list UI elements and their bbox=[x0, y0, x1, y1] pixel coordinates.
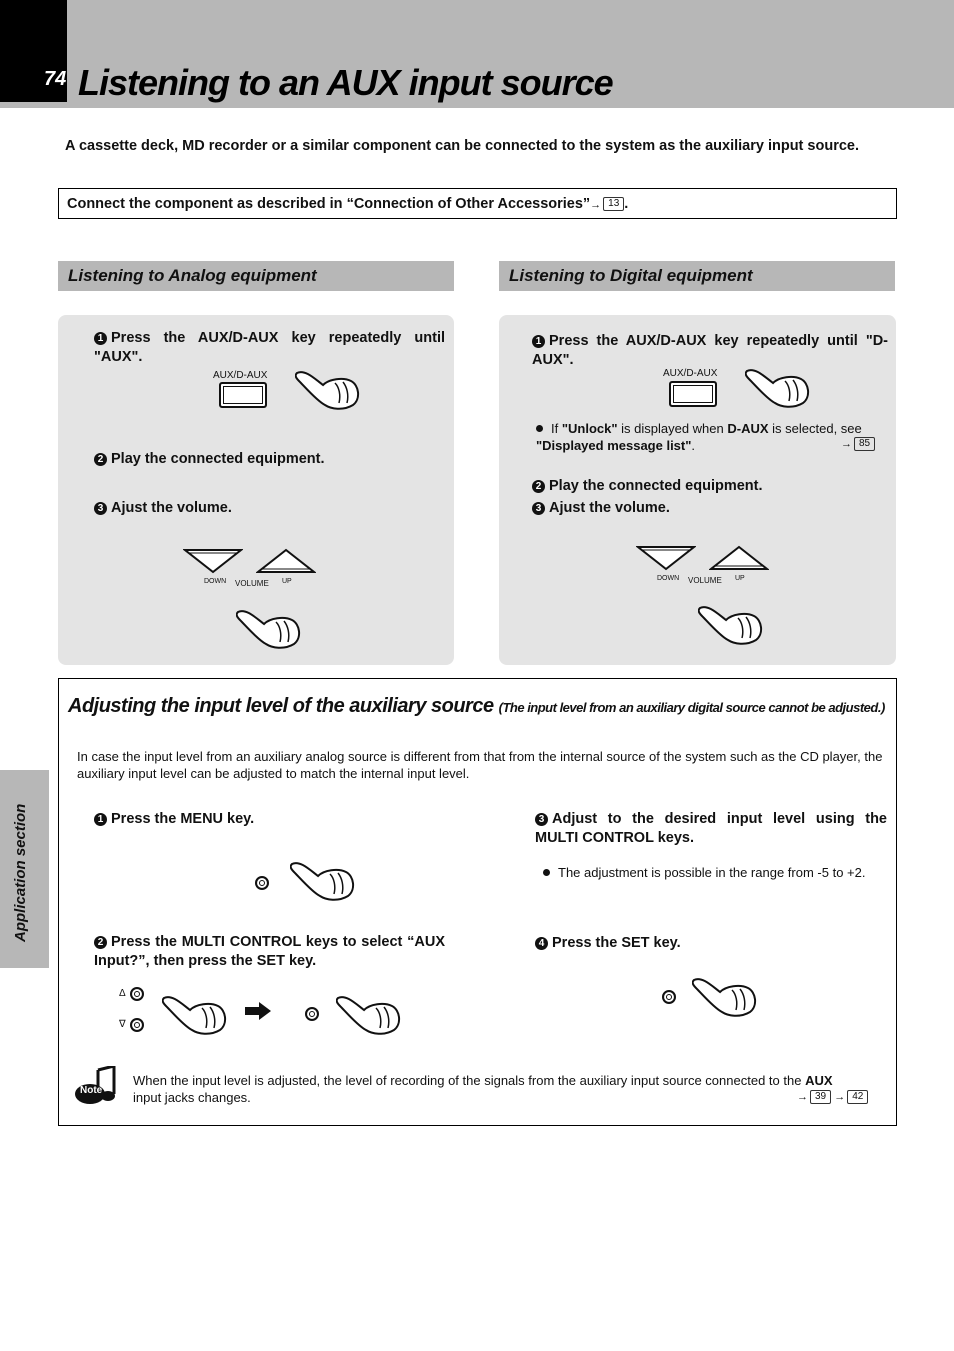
step-number: 1 bbox=[94, 813, 107, 826]
digital-step2 bbox=[532, 477, 763, 496]
adjust-body: In case the input level from an auxiliary analog source is different from that from the internal source of the system such as the CD player, the auxiliary input level can be adjusted to match the internal input level. bbox=[77, 749, 883, 781]
note-text: is selected, see bbox=[768, 421, 862, 436]
volume-label: VOLUME bbox=[688, 576, 722, 585]
set-key[interactable] bbox=[662, 990, 676, 1004]
note-text bbox=[133, 1072, 878, 1106]
adjust-step1 bbox=[94, 810, 254, 829]
digital-step1-text: Press the AUX/D-AUX key repeatedly until "D-AUX". bbox=[532, 333, 888, 368]
aux-daux-key[interactable] bbox=[219, 382, 267, 408]
multi-control-down-key[interactable] bbox=[130, 1018, 144, 1032]
adjust-title: Adjusting the input level of the auxiliary source bbox=[68, 695, 494, 717]
pointing-hand-icon bbox=[236, 604, 302, 650]
pointing-hand-icon bbox=[162, 990, 228, 1036]
digital-step3-text: Ajust the volume. bbox=[549, 500, 670, 516]
note-icon-label: Note bbox=[80, 1085, 103, 1096]
step-number: 2 bbox=[94, 453, 107, 466]
step-number: 1 bbox=[94, 332, 107, 345]
volume-down-key[interactable] bbox=[636, 545, 696, 573]
adjust-range-text: The adjustment is possible in the range from -5 to +2. bbox=[558, 865, 866, 880]
adjust-step4 bbox=[535, 934, 681, 953]
adjust-step1-text: Press the MENU key. bbox=[111, 811, 255, 827]
step-number: 2 bbox=[94, 936, 107, 949]
volume-label: VOLUME bbox=[235, 579, 269, 588]
volume-down-label: DOWN bbox=[657, 575, 680, 582]
set-key[interactable] bbox=[305, 1007, 319, 1021]
page-ref-85[interactable]: 85 bbox=[854, 437, 875, 451]
digital-step1 bbox=[532, 332, 888, 370]
side-tab-label: Application section bbox=[12, 803, 29, 942]
analog-step2-text: Play the connected equipment. bbox=[111, 451, 325, 467]
bullet-icon bbox=[543, 869, 550, 876]
volume-down-key[interactable] bbox=[183, 548, 243, 576]
down-symbol: ∇ bbox=[119, 1019, 126, 1030]
menu-key[interactable] bbox=[255, 876, 269, 890]
up-symbol: Δ bbox=[119, 988, 126, 999]
step-number: 3 bbox=[94, 502, 107, 515]
pointing-hand-icon bbox=[745, 363, 811, 409]
adjust-title-line bbox=[68, 695, 885, 718]
page-ref-39[interactable]: 39 bbox=[810, 1090, 831, 1104]
page-number: 74 bbox=[44, 68, 67, 90]
note-icon bbox=[74, 1066, 118, 1106]
adjust-step3-note bbox=[543, 864, 888, 881]
pointing-hand-icon bbox=[336, 990, 402, 1036]
connect-instruction bbox=[67, 196, 628, 212]
analog-step3-text: Ajust the volume. bbox=[111, 500, 232, 516]
digital-note-ref bbox=[841, 437, 875, 451]
note-message-list: "Displayed message list" bbox=[536, 438, 692, 453]
adjust-section-box bbox=[58, 678, 897, 1126]
adjust-step3 bbox=[535, 810, 887, 848]
analog-key-label: AUX/D-AUX bbox=[213, 370, 268, 381]
ref-arrow-icon: → bbox=[841, 437, 852, 450]
analog-step1-text: Press the AUX/D-AUX key repeatedly until "AUX". bbox=[94, 330, 445, 365]
connect-text: Connect the component as described in “Connection of Other Accessories” bbox=[67, 196, 591, 212]
adjust-step4-text: Press the SET key. bbox=[552, 935, 681, 951]
side-tab bbox=[0, 770, 49, 968]
step-number: 3 bbox=[532, 502, 545, 515]
ref-arrow-icon: → bbox=[834, 1090, 846, 1103]
ref-arrow-icon: → bbox=[590, 199, 602, 211]
pointing-hand-icon bbox=[295, 365, 361, 411]
ref-arrow-icon: → bbox=[797, 1090, 808, 1103]
note-text-part2: input jacks changes. bbox=[133, 1090, 251, 1105]
bullet-icon bbox=[536, 425, 543, 432]
step-number: 2 bbox=[532, 480, 545, 493]
digital-key-label: AUX/D-AUX bbox=[663, 368, 718, 379]
digital-heading-bar bbox=[499, 261, 895, 291]
page-ref-13[interactable]: 13 bbox=[603, 197, 624, 211]
pointing-hand-icon bbox=[698, 600, 764, 646]
adjust-subtitle: (The input level from an auxiliary digital source cannot be adjusted.) bbox=[498, 700, 885, 715]
connect-box bbox=[58, 188, 897, 219]
volume-up-key[interactable] bbox=[256, 548, 316, 576]
intro-text: A cassette deck, MD recorder or a similar component can be connected to the system as the auxiliary input source. bbox=[65, 138, 859, 154]
volume-down-label: DOWN bbox=[204, 578, 227, 585]
digital-unlock-note bbox=[536, 420, 880, 454]
adjust-step2-text: Press the MULTI CONTROL keys to select “AUX Input?”, then press the SET key. bbox=[94, 934, 445, 969]
volume-up-label: UP bbox=[282, 578, 292, 585]
multi-control-up-key[interactable] bbox=[130, 987, 144, 1001]
note-text: . bbox=[691, 438, 696, 453]
note-text: is displayed when bbox=[617, 421, 728, 436]
note-refs bbox=[797, 1090, 868, 1104]
step-number: 4 bbox=[535, 937, 548, 950]
analog-step3 bbox=[94, 499, 232, 518]
page-ref-42[interactable]: 42 bbox=[847, 1090, 868, 1104]
connect-end: . bbox=[624, 196, 629, 212]
digital-heading: Listening to Digital equipment bbox=[509, 266, 753, 285]
note-text: If bbox=[551, 421, 562, 436]
right-arrow-icon bbox=[245, 1002, 271, 1020]
note-daux: D-AUX bbox=[727, 421, 769, 436]
note-text-part1: When the input level is adjusted, the level of recording of the signals from the auxiliary input source connected to the bbox=[133, 1073, 806, 1088]
step-number: 3 bbox=[535, 813, 548, 826]
analog-step1 bbox=[94, 329, 445, 367]
adjust-step2 bbox=[94, 933, 445, 971]
step-number: 1 bbox=[532, 335, 545, 348]
adjust-step3-text: Adjust to the desired input level using the MULTI CONTROL keys. bbox=[535, 811, 887, 846]
analog-heading-bar bbox=[58, 261, 454, 291]
analog-heading: Listening to Analog equipment bbox=[68, 266, 317, 285]
pointing-hand-icon bbox=[290, 856, 356, 902]
note-unlock: "Unlock" bbox=[561, 421, 618, 436]
volume-up-key[interactable] bbox=[709, 545, 769, 573]
digital-step3 bbox=[532, 499, 670, 518]
volume-up-label: UP bbox=[735, 575, 745, 582]
page-title: Listening to an AUX input source bbox=[78, 62, 613, 103]
analog-step2 bbox=[94, 450, 325, 469]
pointing-hand-icon bbox=[692, 972, 758, 1018]
digital-step2-text: Play the connected equipment. bbox=[549, 478, 763, 494]
note-aux: AUX bbox=[805, 1073, 833, 1088]
aux-daux-key[interactable] bbox=[669, 381, 717, 407]
